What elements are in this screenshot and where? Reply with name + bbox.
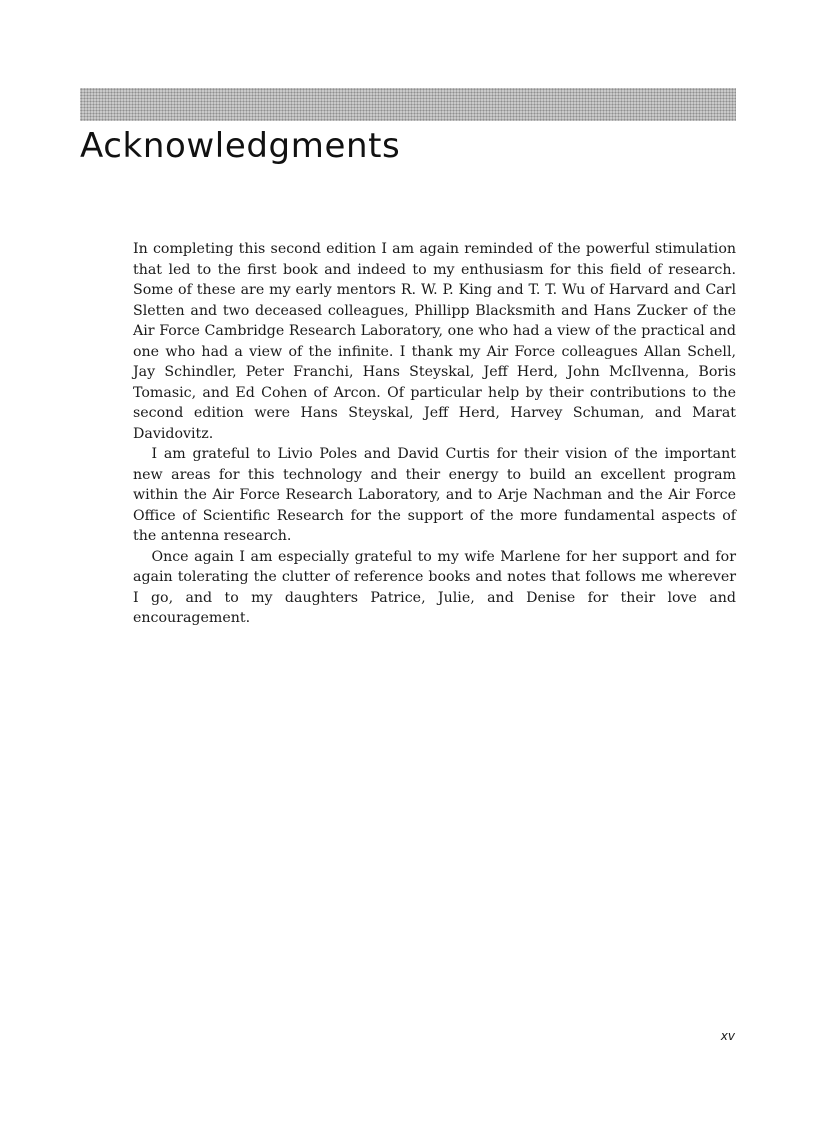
- paragraph-3: Once again I am especially grateful to my wife Marlene for her support and for again tolerating the clutter of reference books and notes that follows me wherever I go, and to my daughters Patrice, Julie, and Denise for their love and encouragement.: [133, 548, 736, 626]
- acknowledgments-body: [133, 239, 736, 629]
- chapter-header-bar: [80, 88, 736, 121]
- paragraph-2: I am grateful to Livio Poles and David Curtis for their vision of the important new areas for this technology and their energy to build an excellent program within the Air Force Research Laboratory, and to Arje Nachman and the Air Force Office of Scientific Research for the support of the more fundamental aspects of the antenna research.: [133, 446, 736, 544]
- paragraph-1: In completing this second edition I am again reminded of the powerful stimulation that led to the first book and indeed to my enthusiasm for this field of research. Some of these are my early mentors R. W. P. King and T. T. Wu of Harvard and Carl Sletten and two deceased colleagues, Phillipp Blacksmith and Hans Zucker of the Air Force Cambridge Research Laboratory, one who had a view of the practical and one who had a view of the infinite. I thank my Air Force colleagues Allan Schell, Jay Schindler, Peter Franchi, Hans Steyskal, Jeff Herd, John McIlvenna, Boris Tomasic, and Ed Cohen of Arcon. Of particular help by their contributions to the second edition were Hans Steyskal, Jeff Herd, Harvey Schuman, and Marat Davidovitz.: [133, 241, 736, 442]
- chapter-title: Acknowledgments: [80, 126, 401, 166]
- page-number: xv: [720, 1029, 735, 1043]
